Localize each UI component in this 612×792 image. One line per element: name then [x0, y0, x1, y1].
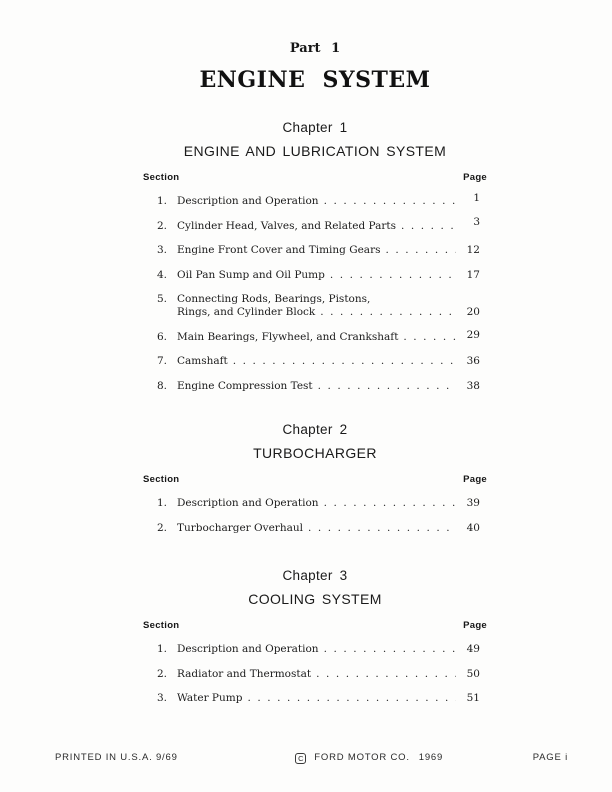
page-column-header: Page: [463, 620, 487, 631]
toc-item-number: 1.: [156, 195, 167, 207]
toc-item: [143, 522, 487, 535]
toc-item-title: Connecting Rods, Bearings, Pistons,: [177, 293, 371, 305]
chapter-1-block: [143, 121, 487, 404]
toc-column-headers: [143, 173, 487, 183]
page-column-header: Page: [463, 474, 487, 485]
toc-item-page: 50: [466, 667, 480, 680]
toc-item-title: Description and Operation: [177, 643, 319, 655]
toc-item-number: 6.: [156, 330, 167, 343]
chapter-title: ENGINE AND LUBRICATION SYSTEM: [183, 143, 447, 159]
toc-item: [143, 497, 487, 510]
toc-list: [143, 497, 487, 535]
toc-item: [143, 643, 487, 656]
toc-item-number: 7.: [156, 355, 167, 367]
dot-leader: [318, 380, 456, 393]
chapter-label: Chapter 1: [282, 120, 348, 135]
toc-item-number: 5.: [156, 293, 167, 305]
toc-item-number: 8.: [156, 379, 167, 392]
chapter-label: Chapter 2: [282, 422, 348, 437]
part-title: ENGINE SYSTEM: [199, 67, 431, 93]
toc-item: [143, 355, 487, 368]
dot-leader: [324, 497, 456, 510]
toc-item-page: 51: [466, 692, 480, 704]
section-column-header: Section: [143, 620, 180, 631]
footer-copyright: [295, 752, 443, 763]
toc-column-headers: [143, 621, 487, 631]
toc-item-title-line2: Rings, and Cylinder Block: [177, 306, 316, 318]
part-heading: [143, 42, 487, 92]
toc-item: [143, 216, 487, 233]
toc-item-title: Description and Operation: [177, 497, 319, 509]
toc-item: [143, 331, 487, 344]
toc-item: [143, 191, 487, 208]
toc-item-title: Cylinder Head, Valves, and Related Parts: [177, 219, 397, 232]
toc-item-number: 2.: [156, 521, 167, 534]
toc-item-page: 3: [473, 216, 480, 228]
toc-item-page: 17: [466, 268, 480, 281]
dot-leader: [330, 269, 456, 282]
toc-item-page: 38: [466, 379, 480, 392]
toc-item-number: 2.: [156, 667, 167, 680]
toc-list: [143, 191, 487, 393]
toc-item-title: Camshaft: [177, 355, 228, 367]
dot-leader: [233, 355, 456, 368]
section-column-header: Section: [143, 474, 180, 485]
copyright-icon: C: [295, 753, 306, 764]
toc-item-page: 39: [466, 497, 480, 509]
toc-item-title: Turbocharger Overhaul: [177, 521, 303, 534]
chapter-title: COOLING SYSTEM: [248, 591, 382, 607]
toc-item-page: 1: [473, 191, 480, 204]
dot-leader: [316, 668, 456, 681]
dot-leader: [320, 306, 456, 319]
toc-item-page: 49: [466, 643, 480, 655]
toc-item-number: 4.: [156, 268, 167, 281]
toc-item: [143, 293, 487, 319]
toc-item-number: 3.: [156, 244, 167, 256]
toc-item-title: Main Bearings, Flywheel, and Crankshaft: [177, 330, 399, 343]
toc-item: [143, 692, 487, 705]
toc-item: [143, 269, 487, 282]
footer-year: 1969: [418, 752, 444, 763]
page-footer: [55, 752, 568, 763]
toc-column-headers: [143, 475, 487, 485]
dot-leader: [324, 195, 456, 208]
toc-list: [143, 643, 487, 705]
toc-item: [143, 668, 487, 681]
toc-item-page: 29: [466, 329, 480, 341]
footer-publisher: FORD MOTOR CO.: [314, 752, 410, 763]
toc-item-page: 40: [466, 521, 480, 534]
footer-page-number: PAGE i: [532, 752, 568, 763]
toc-item-number: 1.: [156, 643, 167, 655]
toc-item-title: Engine Compression Test: [177, 379, 313, 392]
toc-item-title: Water Pump: [177, 692, 243, 704]
toc-item-title: Radiator and Thermostat: [177, 667, 312, 680]
toc-item: [143, 380, 487, 393]
toc-item-title: Description and Operation: [177, 195, 319, 207]
page-column-header: Page: [463, 172, 487, 183]
chapter-3-block: [143, 569, 487, 717]
part-label: Part 1: [289, 41, 341, 56]
toc-item-page: 36: [466, 355, 480, 367]
toc-item-title: Oil Pan Sump and Oil Pump: [177, 268, 325, 281]
toc-item-page: 20: [466, 306, 480, 318]
toc-item-number: 2.: [156, 219, 167, 232]
dot-leader: [401, 220, 456, 233]
chapter-title: TURBOCHARGER: [253, 445, 377, 461]
toc-item: [143, 244, 487, 257]
toc-item-number: 1.: [156, 497, 167, 509]
chapter-label: Chapter 3: [282, 568, 348, 583]
dot-leader: [385, 244, 456, 257]
dot-leader: [403, 331, 456, 344]
footer-printed-in: PRINTED IN U.S.A. 9/69: [55, 752, 178, 763]
dot-leader: [247, 692, 456, 705]
dot-leader: [308, 522, 456, 535]
chapter-2-block: [143, 423, 487, 546]
dot-leader: [324, 643, 456, 656]
toc-item-title: Engine Front Cover and Timing Gears: [177, 244, 381, 256]
toc-item-page: 12: [466, 244, 480, 256]
toc-item-number: 3.: [156, 692, 167, 704]
section-column-header: Section: [143, 172, 180, 183]
